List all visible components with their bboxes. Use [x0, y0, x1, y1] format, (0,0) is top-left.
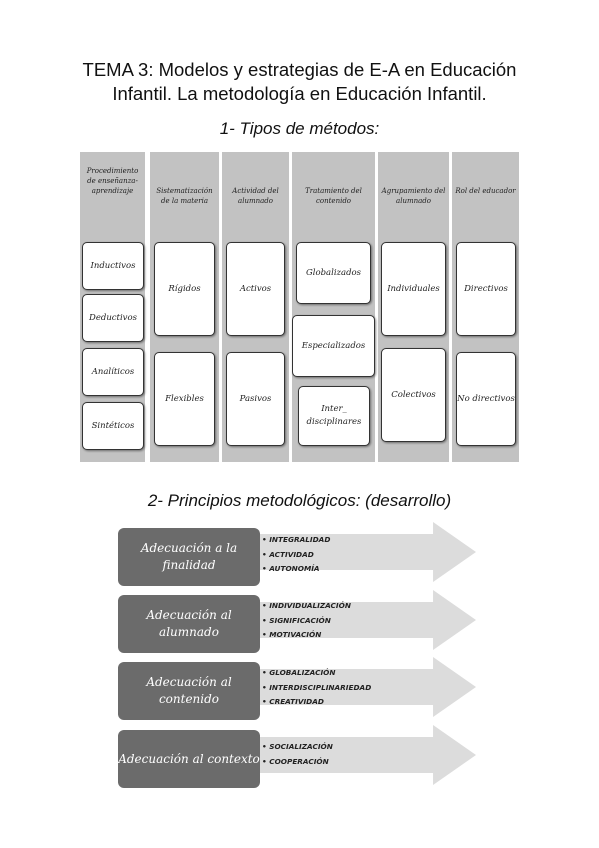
- section-heading-principles: 2- Principios metodológicos: (desarrollo): [147, 491, 452, 510]
- principle-item: • COOPERACIÓN: [262, 755, 333, 770]
- method-box-interdisciplinares: Inter_ disciplinares: [298, 386, 370, 446]
- method-box-individuales: Individuales: [381, 242, 446, 336]
- document-title: [0, 58, 599, 106]
- principle-item: • SIGNIFICACIÓN: [262, 614, 351, 629]
- method-box-deductivos: Deductivos: [82, 294, 144, 342]
- principle-item: • MOTIVACIÓN: [262, 628, 351, 643]
- principle-list-contexto: [262, 740, 333, 769]
- method-box-activos: Activos: [226, 242, 285, 336]
- method-column-grouping: [378, 152, 449, 462]
- principle-box-alumnado: Adecuación al alumnado: [118, 595, 260, 653]
- principle-item: • CREATIVIDAD: [262, 695, 371, 710]
- section-heading-methods: 1- Tipos de métodos:: [219, 119, 380, 138]
- column-header: Sistematización de la materia: [156, 187, 213, 205]
- method-column-procedure: [80, 152, 145, 462]
- method-column-activity: [222, 152, 289, 462]
- method-box-analiticos: Analíticos: [82, 348, 144, 396]
- method-box-flexibles: Flexibles: [154, 352, 215, 446]
- column-header: Agrupamiento del alumnado: [381, 187, 446, 205]
- title-line-2: Infantil. La metodología en Educación Infantil.: [112, 83, 487, 104]
- principle-box-contexto: Adecuación al contexto: [118, 730, 260, 788]
- principle-item: • INDIVIDUALIZACIÓN: [262, 599, 351, 614]
- principle-item: • ACTIVIDAD: [262, 548, 330, 563]
- column-header: Actividad del alumnado: [232, 187, 279, 205]
- method-box-directivos: Directivos: [456, 242, 516, 336]
- principle-item: • GLOBALIZACIÓN: [262, 666, 371, 681]
- method-box-globalizados: Globalizados: [296, 242, 371, 304]
- method-column-content: [292, 152, 375, 462]
- principle-list-finalidad: [262, 533, 330, 577]
- principle-item: • INTEGRALIDAD: [262, 533, 330, 548]
- column-header: Procedimiento de enseñanza-aprendizaje: [86, 167, 139, 195]
- method-column-systematization: [150, 152, 219, 462]
- method-box-no-directivos: No directivos: [456, 352, 516, 446]
- principle-list-contenido: [262, 666, 371, 710]
- title-line-1: TEMA 3: Modelos y estrategias de E-A en Educación: [82, 59, 517, 80]
- method-column-educator-role: [452, 152, 519, 462]
- principle-list-alumnado: [262, 599, 351, 643]
- method-box-inductivos: Inductivos: [82, 242, 144, 290]
- method-box-sinteticos: Sintéticos: [82, 402, 144, 450]
- method-box-colectivos: Colectivos: [381, 348, 446, 442]
- method-box-pasivos: Pasivos: [226, 352, 285, 446]
- principle-item: • SOCIALIZACIÓN: [262, 740, 333, 755]
- method-box-especializados: Especializados: [292, 315, 375, 377]
- column-header: Tratamiento del contenido: [305, 187, 362, 205]
- principle-box-finalidad: Adecuación a la finalidad: [118, 528, 260, 586]
- principle-item: • INTERDISCIPLINARIEDAD: [262, 681, 371, 696]
- principle-box-contenido: Adecuación al contenido: [118, 662, 260, 720]
- method-box-rigidos: Rígidos: [154, 242, 215, 336]
- principle-item: • AUTONOMÍA: [262, 562, 330, 577]
- column-header: Rol del educador: [455, 187, 516, 195]
